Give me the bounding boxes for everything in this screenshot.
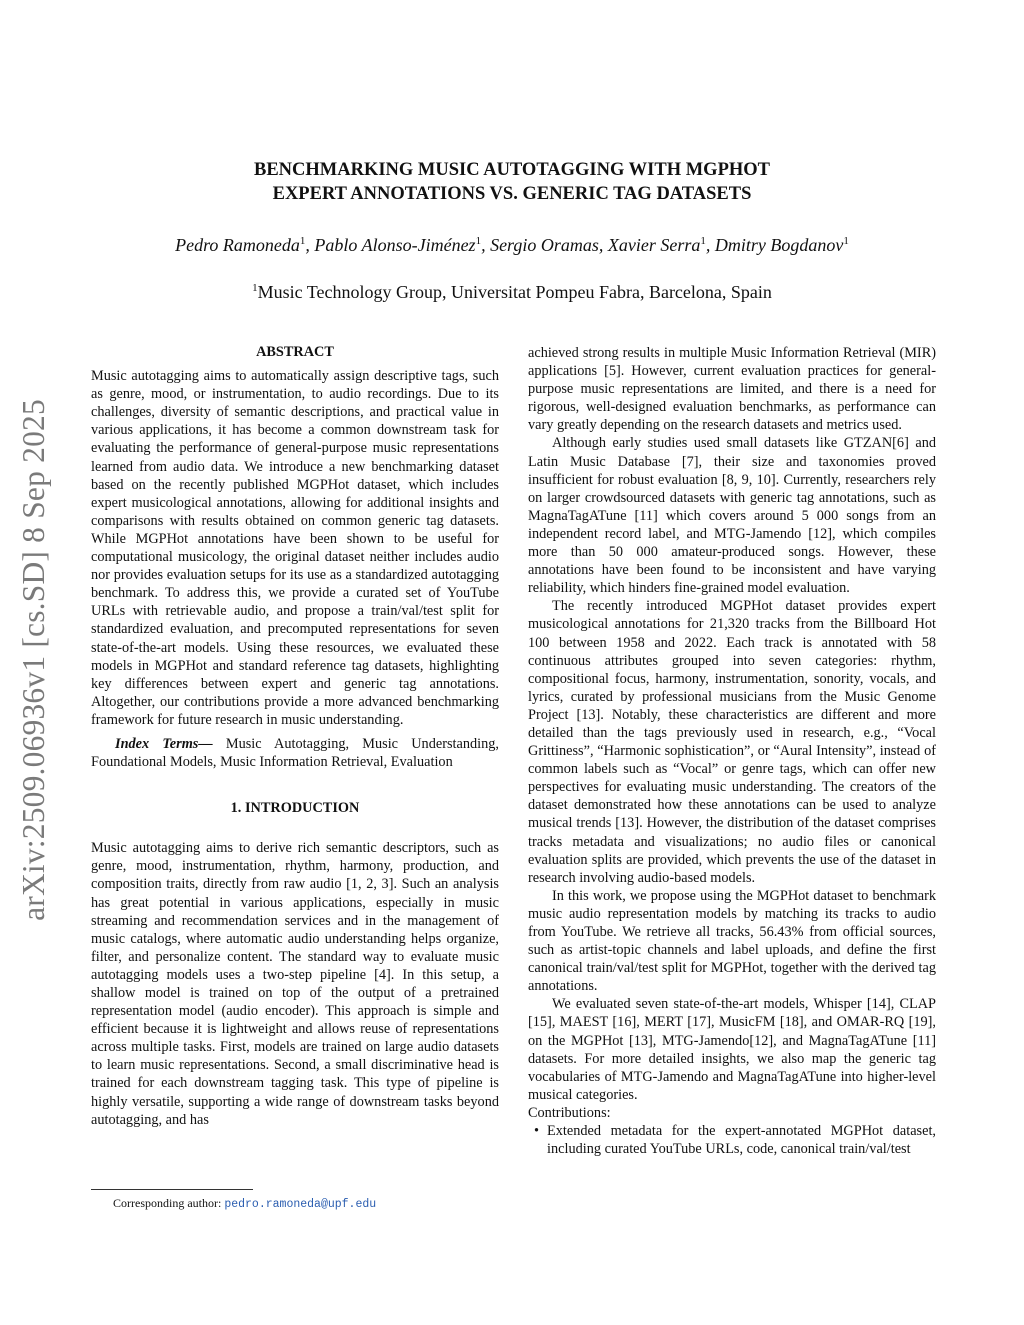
arxiv-watermark <box>10 380 58 940</box>
arxiv-id: arXiv:2509.06936v1 [cs.SD] 8 Sep 2025 <box>16 399 51 921</box>
contribution-text: Extended metadata for the expert-annotated MGPHot dataset, including curated YouTube URLs, code, canonical train/val/test <box>547 1123 936 1158</box>
intro-paragraph-5: We evaluated seven state-of-the-art models, Whisper [14], CLAP [15], MAEST [16], MERT [17], MusicFM [18], and OMAR-RQ [19], on the MGPHot [13], MTG-Jamendo[12], and MagnaTagATune [11] datasets. For more detailed insights, we also map the generic tag vocabularies of MTG-Jamendo and MagnaTagATune into higher-level musical categories. <box>528 996 936 1103</box>
author-1: Pedro Ramoneda <box>175 235 300 255</box>
abstract-body: Music autotagging aims to automatically assign descriptive tags, such as genre, mood, or instrumentation, to audio recordings. Due to its challenges, diversity of semantic descriptions, and practical value in various applications, it has become a common downstream task for evaluating the performance of general-purpose music representations learned from audio data. We introduce a new benchmarking dataset based on the recently published MGPHot dataset, which includes expert musicological annotations, allowing for additional insights and comparisons with results obtained on common generic tag datasets. While MGPHot annotations have been shown to be useful for computational musicology, the original dataset neither includes audio nor provides evaluation setups for its use as a standardized autotagging benchmark. To address this, we provide a curated set of YouTube URLs with retrievable audio, and propose a train/val/test split for standardized evaluation, and precomputed representations for seven state-of-the-art models. Using these resources, we evaluated these models in MGPHot and standard reference tag datasets, highlighting key differences between expert and generic tag annotations. Altogether, our contributions provide a more advanced benchmarking framework for future research in music understanding. <box>91 368 499 728</box>
paper-title <box>0 158 1024 206</box>
bullet-icon: • <box>534 1123 540 1140</box>
contributions-label: Contributions: <box>528 1104 611 1121</box>
intro-paragraph-3: The recently introduced MGPHot dataset provides expert musicological annotations for 21,320 tracks from the Billboard Hot 100 between 1958 and 2022. Each track is annotated with 58 continuous attributes grouped into seven categories: rhythm, compositional focus, harmony, instrumentation, sonority, vocals, and lyrics, curated by professional musicians from the Music Genome Project [13]. Notably, these characteristics are different and more detailed than the tags previously used in research, e.g., “Vocal Grittiness”, “Harmonic sophistication”, or “Aural Intensity”, instead of common labels such as “Vocal” or genre tags, which can offer new perspectives for evaluating music understanding. The creators of the dataset demonstrated how these annotations can be used to analyze musical trends [13]. However, the distribution of the dataset comprises tracks metadata and visualizations; no audio files or canonical evaluation splits are provided, which prevents the use of the dataset in research involving audio-based models. <box>528 598 936 886</box>
title-line-1: BENCHMARKING MUSIC AUTOTAGGING WITH MGPHOT <box>254 160 770 180</box>
author-list: Pedro Ramoneda$^1$, Pablo Alonso-Jiménez$^1$, Sergio Oramas, Xavier Serra$^1$, Dmitry Bogdanov$^1$ <box>175 235 849 255</box>
index-terms: Index Terms— Music Autotagging, Music Understanding, Foundational Models, Music Information Retrieval, Evaluation <box>91 735 499 771</box>
footnote-rule <box>91 1189 253 1190</box>
footnote <box>91 1189 499 1211</box>
title-line-2: EXPERT ANNOTATIONS VS. GENERIC TAG DATASETS <box>272 184 752 204</box>
author-4: Dmitry Bogdanov <box>714 235 844 255</box>
abstract-heading: ABSTRACT <box>256 344 334 360</box>
intro-paragraph-1: Music autotagging aims to derive rich semantic descriptors, such as genre, mood, instrumentation, rhythm, harmony, production, and composition traits, directly from raw audio [1, 2, 3]. Such an analysis has great potential in various applications, especially in music streaming and recommendation services and in the management of music catalogs, where automatic audio understanding helps organize, filter, and personalize content. The standard way to evaluate music autotagging models uses a two-step pipeline [4]. In this setup, a shallow model is trained on top of the output of a pretrained representation model (audio encoder). This approach is simple and efficient because it is lightweight and allows reuse of representations across multiple tasks. First, models are trained on large audio datasets to learn music representations. Second, a small discriminative head is trained for each downstream tagging task. This type of pipeline is highly versatile, supporting a wide range of downstream tasks beyond autotagging, and has <box>91 840 499 1128</box>
left-column <box>91 343 499 1129</box>
author-email-link[interactable]: pedro.ramoneda@upf.edu <box>224 1198 377 1211</box>
affiliation: $^1$Music Technology Group, Universitat Pompeu Fabra, Barcelona, Spain <box>252 282 772 302</box>
intro-paragraph-2: Although early studies used small datasets like GTZAN[6] and Latin Music Database [7], their size and taxonomies proved insufficient for robust evaluation [8, 9, 10]. Currently, researchers rely on larger crowdsourced datasets with generic tag annotations, such as MagnaTagATune [11] which covers around 5 000 songs from an independent record label, and MTG-Jamendo [12], which compiles more than 50 000 amateur-produced songs. However, these annotations have been found to be inconsistent and have varying reliability, which hinders fine-grained model evaluation. <box>528 435 936 597</box>
intro-paragraph-1-cont: achieved strong results in multiple Music Information Retrieval (MIR) applications [5]. However, current evaluation practices for general-purpose music representations are limited, and there is a need for rigorous, well-designed evaluation benchmarks, as performance can vary greatly depending on the research datasets and metrics used. <box>528 345 936 434</box>
footnote-label: Corresponding author: <box>113 1196 222 1210</box>
author-3: Sergio Oramas, Xavier Serra <box>490 235 701 255</box>
right-column <box>528 344 936 1158</box>
intro-paragraph-4: In this work, we propose using the MGPHot dataset to benchmark music audio representation models by matching its tracks to audio from YouTube. We retrieve all tracks, 56.43% from official sources, such as artist-topic channels and label uploads, and define the first canonical train/val/test split for MGPHot, together with the derived tag annotations. <box>528 887 936 995</box>
contribution-item <box>528 1122 936 1158</box>
author-2: Pablo Alonso-Jiménez <box>314 235 476 255</box>
intro-heading: 1. INTRODUCTION <box>230 800 360 817</box>
